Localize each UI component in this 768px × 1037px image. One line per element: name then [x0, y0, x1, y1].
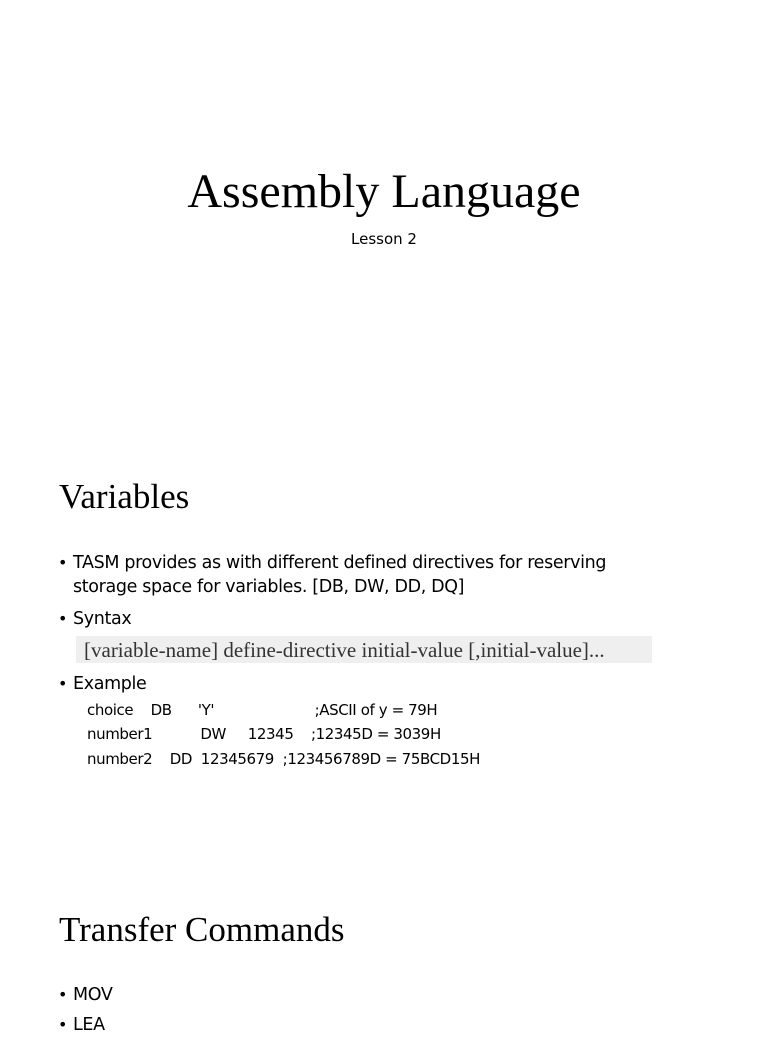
bullet-text: MOV: [73, 985, 113, 1005]
bullet-dot-icon: •: [58, 1015, 68, 1034]
section-title-transfer-commands: Transfer Commands: [59, 910, 345, 949]
slide-subtitle: Lesson 2: [351, 230, 417, 248]
bullet-dot-icon: •: [58, 985, 68, 1004]
section-title-variables: Variables: [59, 477, 190, 516]
code-line: choice DB 'Y' ;ASCII of y = 79H: [87, 701, 438, 719]
bullet-dot-icon: •: [58, 609, 68, 628]
syntax-text: [variable-name] define-directive initial-value [,initial-value]...: [84, 638, 605, 662]
slide-title: Assembly Language: [187, 165, 581, 218]
code-line: number2 DD 12345679 ;123456789D = 75BCD15H: [87, 750, 480, 768]
bullet-text: LEA: [73, 1015, 105, 1035]
bullet-item: [58, 983, 113, 1007]
bullet-text: Syntax: [73, 609, 132, 629]
bullet-text-line2: storage space for variables. [DB, DW, DD, DQ]: [73, 577, 465, 597]
bullet-dot-icon: •: [58, 674, 68, 693]
bullet-text: Example: [73, 674, 147, 694]
bullet-text-line1: TASM provides as with different defined directives for reserving: [73, 553, 607, 573]
bullet-item: [58, 1013, 105, 1037]
code-line: number1 DW 12345 ;12345D = 3039H: [87, 725, 441, 743]
bullet-dot-icon: •: [58, 553, 68, 572]
